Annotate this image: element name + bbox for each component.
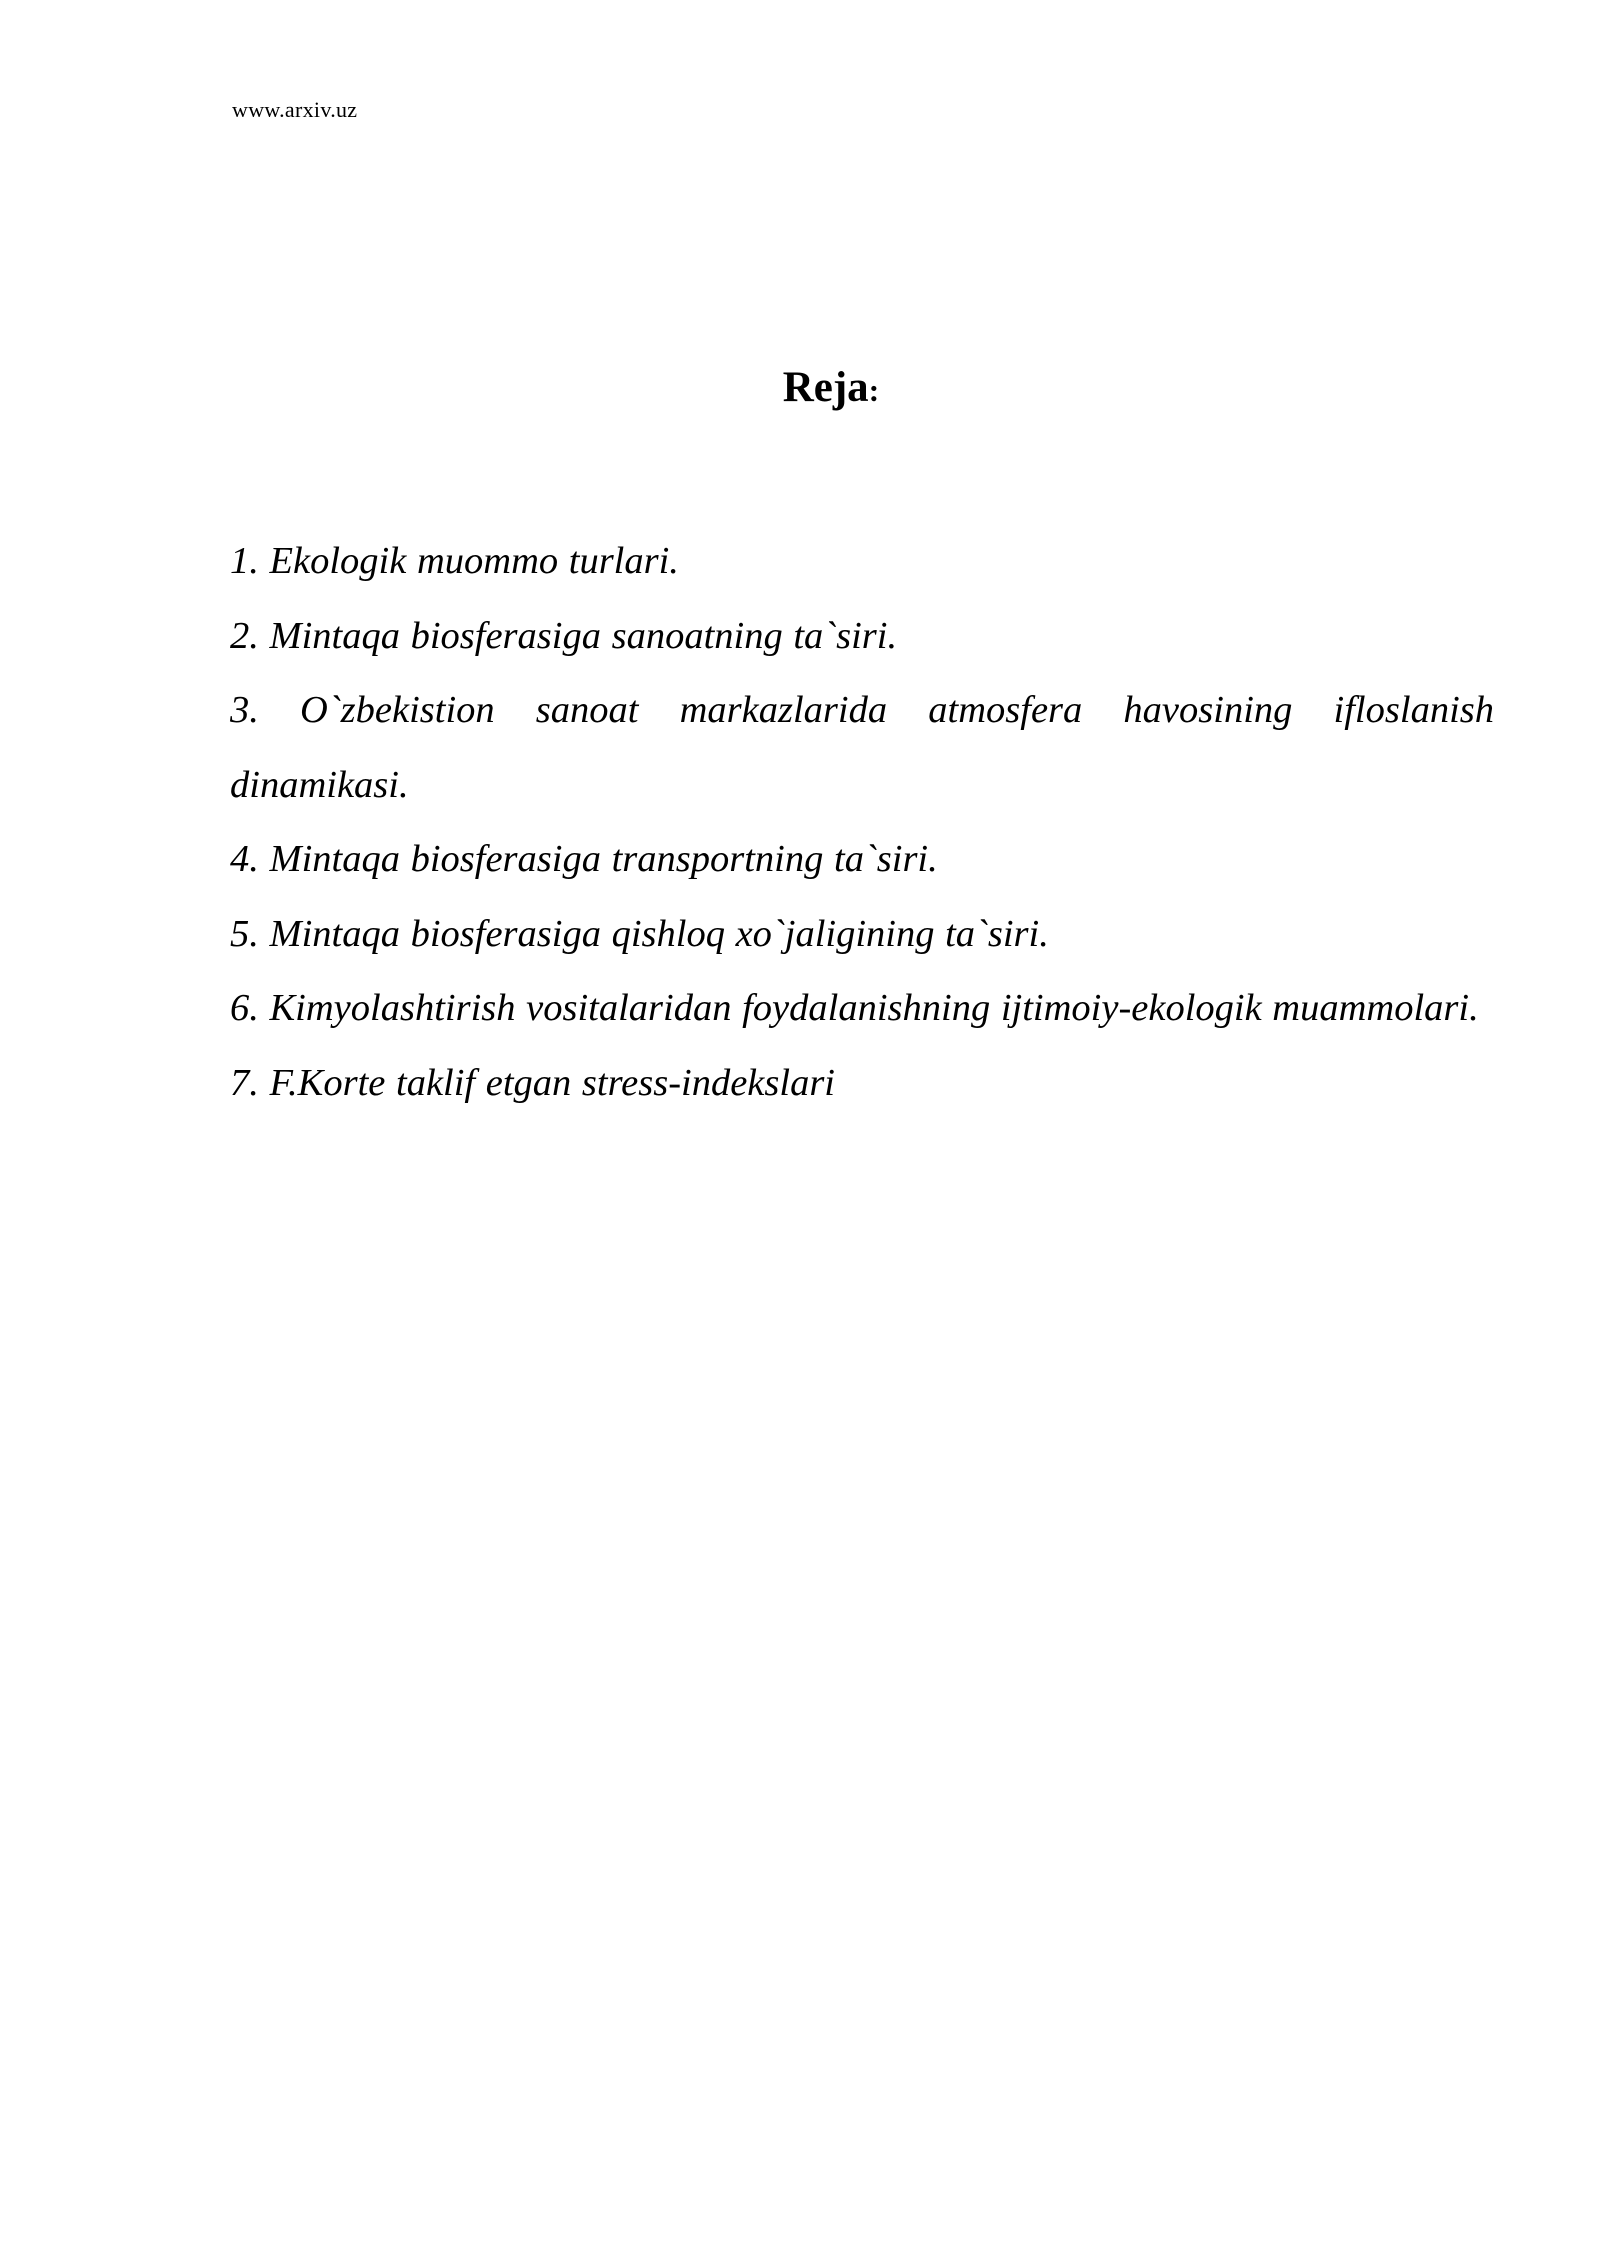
plan-item-text: Mintaqa biosferasiga sanoatning ta`siri.	[269, 614, 898, 657]
plan-item-6	[230, 971, 1494, 1046]
plan-item-number: 4.	[230, 838, 259, 880]
plan-item-text: Mintaqa biosferasiga transportning ta`siri.	[269, 838, 938, 880]
plan-item-1	[230, 524, 1494, 599]
plan-item-text: Ekologik muommo turlari.	[269, 540, 679, 582]
plan-item-7	[230, 1046, 1494, 1121]
plan-item-number: 5.	[230, 912, 259, 955]
plan-item-number: 3.	[230, 689, 259, 731]
plan-item-number: 2.	[230, 614, 259, 657]
title-colon: :	[868, 372, 880, 408]
plan-item-4	[230, 822, 1494, 897]
plan-item-text: Mintaqa biosferasiga qishloq xo`jaligining ta`siri.	[269, 912, 1049, 955]
plan-item-text: F.Korte taklif etgan stress-indekslari	[269, 1061, 835, 1104]
title-text: Reja	[782, 364, 869, 411]
site-url-header: www.arxiv.uz	[232, 97, 358, 122]
plan-item-5	[230, 897, 1494, 972]
plan-item-number: 7.	[230, 1061, 259, 1104]
plan-item-2	[230, 599, 1494, 674]
plan-item-text: Kimyolashtirish vositalaridan foydalanishning ijtimoiy-ekologik muammolari.	[269, 987, 1479, 1029]
plan-item-number: 6.	[230, 987, 259, 1029]
plan-item-number: 1.	[230, 540, 259, 582]
page-title	[0, 360, 1600, 418]
plan-list	[230, 524, 1494, 1120]
plan-item-text: O`zbekistion sanoat markazlarida atmosfera havosining ifloslanish dinamikasi.	[230, 689, 1494, 806]
plan-item-3	[230, 673, 1494, 822]
